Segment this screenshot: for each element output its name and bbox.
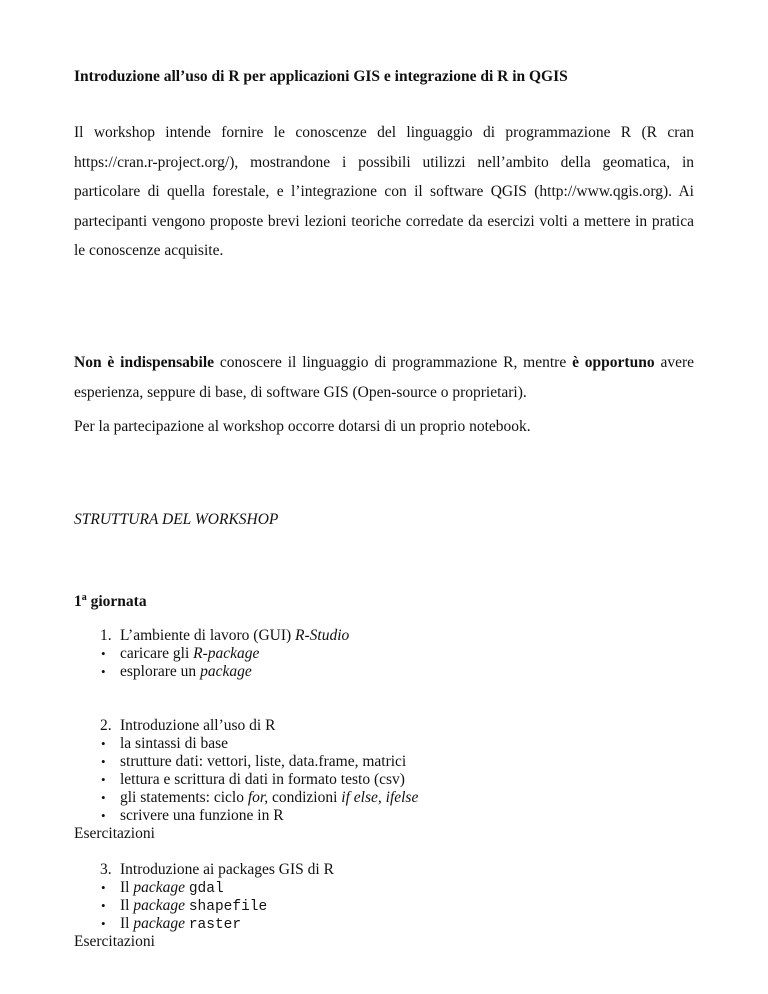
section-number: 3.: [100, 861, 112, 878]
bullet-icon: •: [101, 880, 106, 895]
list-item-text: esplorare un package: [120, 663, 252, 680]
day-heading: [74, 593, 147, 611]
list-item-text: scrivere una funzione in R: [120, 807, 284, 824]
document-title: Introduzione all’uso di R per applicazioni GIS e integrazione di R in QGIS: [74, 68, 568, 85]
day-ordinal-suffix: a: [81, 592, 87, 603]
section-title: L’ambiente di lavoro (GUI) R-Studio: [120, 627, 350, 644]
section-number: 1.: [100, 627, 112, 644]
notebook-note: Per la partecipazione al workshop occorre dotarsi di un proprio notebook.: [74, 418, 531, 435]
section-title: Introduzione ai packages GIS di R: [120, 861, 334, 878]
list-item-text: Il package gdal: [120, 879, 224, 897]
bullet-icon: •: [101, 646, 106, 661]
list-item-text: la sintassi di base: [120, 735, 229, 752]
requirements-bold-2: è opportuno: [572, 354, 655, 371]
exercises-label: Esercitazioni: [74, 825, 155, 842]
requirements-paragraph: [74, 348, 694, 407]
bullet-icon: •: [101, 898, 106, 913]
structure-heading: STRUTTURA DEL WORKSHOP: [74, 511, 279, 528]
bullet-icon: •: [101, 754, 106, 769]
bullet-icon: •: [101, 916, 106, 931]
exercises-label: Esercitazioni: [74, 933, 155, 950]
day-number: 1: [74, 593, 82, 610]
bullet-icon: •: [101, 790, 106, 805]
bullet-icon: •: [101, 772, 106, 787]
day-label: giornata: [86, 593, 147, 610]
intro-paragraph: Il workshop intende fornire le conoscenze del linguaggio di programmazione R (R cran https://cran.r-project.org/), mostrandone i possibili utilizzi nell’ambito della geomatica, in particolare di quella forestale, e l’integrazione con il software QGIS (http://www.qgis.org). Ai partecipanti vengono proposte brevi lezioni teoriche corredate da esercizi volti a mettere in pratica le conoscenze acquisite.: [74, 124, 694, 259]
section-number: 2.: [100, 717, 112, 734]
list-item-text: Il package shapefile: [120, 897, 268, 915]
bullet-icon: •: [101, 736, 106, 751]
bullet-icon: •: [101, 664, 106, 679]
list-item-text: Il package raster: [120, 915, 242, 933]
list-item-text: lettura e scrittura di dati in formato testo (csv): [120, 771, 405, 788]
requirements-bold-1: Non è indispensabile: [74, 354, 215, 371]
list-item-text: caricare gli R-package: [120, 645, 260, 662]
bullet-icon: •: [101, 808, 106, 823]
section-title: Introduzione all’uso di R: [120, 717, 276, 734]
requirements-text-2: avere esperienza, seppure di base, di software GIS (Open-source o proprietari).: [74, 354, 694, 401]
list-item-text: gli statements: ciclo for, condizioni if else, ifelse: [120, 789, 419, 806]
list-item-text: strutture dati: vettori, liste, data.frame, matrici: [120, 753, 407, 770]
requirements-text-1: conoscere il linguaggio di programmazione R, mentre: [214, 354, 573, 371]
